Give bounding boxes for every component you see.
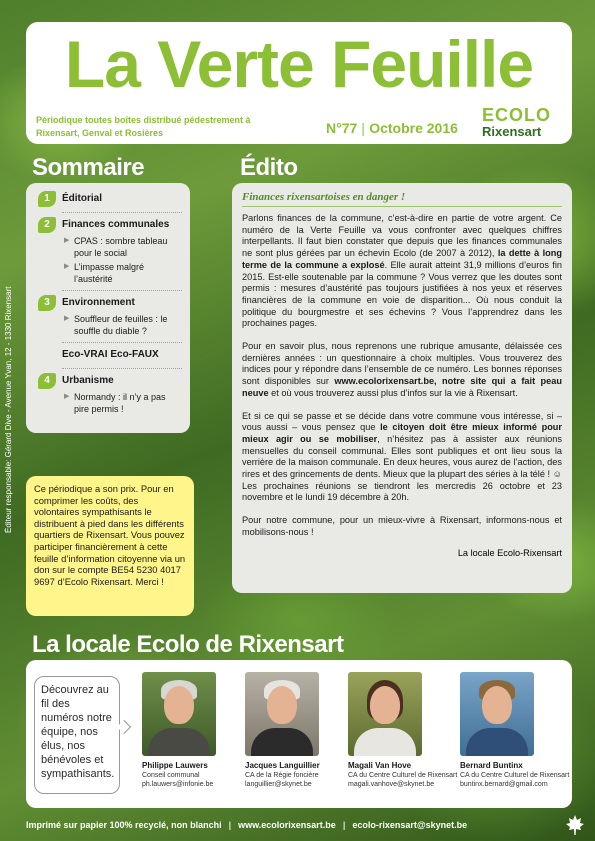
divider (62, 368, 182, 369)
member-role: CA du Centre Culturel de Rixensart (460, 772, 570, 779)
sommaire-item-title: Eco-VRAI Eco-FAUX (62, 349, 159, 360)
publisher-credit: Éditeur responsable: Gérard Dive - Avenue Yvan, 12 - 1330 Rixensart (4, 286, 13, 534)
team-member (245, 672, 357, 789)
footer-separator: | (228, 820, 232, 830)
footer-separator: | (342, 820, 346, 830)
team-panel (26, 660, 572, 808)
issue-info (326, 120, 458, 136)
member-name: Bernard Buntinx (460, 761, 523, 770)
issue-separator: | (361, 120, 366, 136)
team-intro-bubble: Découvrez au fil des numéros notre équipe, nos élus, nos bénévoles et sympathisants. (34, 676, 120, 794)
sommaire-item-title: Finances communales (62, 219, 170, 230)
member-role: CA de la Régie foncière (245, 772, 319, 779)
issue-date: Octobre 2016 (369, 120, 458, 136)
footer-website-link[interactable]: www.ecolorixensart.be (238, 820, 336, 830)
sommaire-item-title: Urbanisme (62, 375, 114, 386)
footer-email-link[interactable]: ecolo-rixensart@skynet.be (352, 820, 468, 830)
edito-paragraph: Pour notre commune, pour un mieux-vivre à Rixensart, informons-nous et mobilisons-nous ! (242, 515, 562, 537)
team-member (460, 672, 572, 789)
team-member (142, 672, 254, 789)
leaf-number-icon: 1 (38, 191, 56, 207)
member-role: CA du Centre Culturel de Rixensart (348, 772, 458, 779)
issue-number: N°77 (326, 120, 358, 136)
member-photo (460, 672, 534, 756)
member-role: Conseil communal (142, 772, 200, 779)
divider (62, 212, 182, 213)
sommaire-subitem: ▶ L’impasse malgré l’austérité (64, 262, 145, 284)
member-photo (142, 672, 216, 756)
sommaire-item[interactable] (34, 373, 182, 415)
footer (26, 820, 572, 830)
sommaire-subitem: ▶ CPAS : sombre tableau pour le social (64, 236, 168, 258)
member-photo (348, 672, 422, 756)
team-heading: La locale Ecolo de Rixensart (32, 631, 344, 658)
edito-heading: Édito (240, 154, 298, 181)
sommaire-item[interactable] (34, 191, 182, 207)
leaf-number-icon: 3 (38, 295, 56, 311)
member-email[interactable]: magali.vanhove@skynet.be (348, 781, 435, 788)
edito-paragraph: Pour en savoir plus, nous reprenons une rubrique amusante, délaissée ces dernières années : un questionnaire à choix multiples. Vous trouverez des indices pour y répondre dans l’ensemble de ce numéro. Les bonnes réponses sont disponibles sur www.ecolorixensart.be, notre site qui a fait peau neuve et où vous trouverez aussi plus d’infos sur la vie à Rixensart. (242, 341, 562, 398)
sommaire-panel (26, 183, 190, 433)
triangle-bullet-icon: ▶ (64, 393, 70, 400)
edito-paragraph: Parlons finances de la commune, c’est-à-dire en partie de votre argent. Ce numéro de la Verte Feuille va vous confronter avec quelques chiffres interpellants. Il faut bien constater que depuis que les finances communales ne sont plus gérées par un échevin Ecolo (de 2007 à 2012), la dette à long terme de la commune a explosé. Elle aurait atteint 31,9 millions d’euros fin 2015. Est-elle soutenable par la commune ? Vous verrez que les doutes sont permis : mesures d’austérité pas toujours justifiées à nos yeux et réserves financières de la commune en voie de disparition... Où nous conduit la politique du bourgmestre et ses échevins ? Vous l’apprendrez dans les prochaines pages. (242, 213, 562, 329)
member-name: Magali Van Hove (348, 761, 412, 770)
sommaire-item[interactable] (34, 217, 182, 285)
member-email[interactable]: buntinx.bernard@gmail.com (460, 781, 548, 788)
footer-paper-note: Imprimé sur papier 100% recyclé, non blanchi (26, 820, 222, 830)
triangle-bullet-icon: ▶ (64, 263, 70, 270)
sommaire-item-title: Éditorial (62, 193, 103, 204)
maple-leaf-icon (565, 814, 585, 836)
member-name: Philippe Lauwers (142, 761, 208, 770)
divider (242, 206, 562, 207)
sommaire-subitem: ▶ Souffleur de feuilles : le souffle du diable ? (64, 314, 168, 336)
site-link[interactable]: www.ecolorixensart.be, notre site qui a fait peau neuve (242, 376, 562, 398)
member-email[interactable]: languillier@skynet.be (245, 781, 312, 788)
team-member (348, 672, 460, 789)
sommaire-item[interactable] (34, 347, 182, 363)
ecolo-logo-word: ECOLO (482, 105, 552, 125)
leaf-number-icon: 2 (38, 217, 56, 233)
ecolo-logo (482, 106, 564, 140)
edito-paragraph: Et si ce qui se passe et se décide dans votre commune vous intéresse, si – vous aussi – vous pensez que le citoyen doit être mieux informé pour mieux agir ou se mobiliser, n’hésitez pas à assister aux réunions mensuelles du conseil communal. Elles sont publiques et ont lieu sous la verrière de la maison communale. En deux heures, vous aurez de l’action, des rires et des grincements de dents. Mieux que la plupart des séries à la télé ! ☺ Les prochaines réunions se tiendront les mercredis 26 octobre et 23 novembre et le lundi 19 décembre à 20h. (242, 410, 562, 503)
sommaire-item[interactable] (34, 295, 182, 337)
divider (62, 342, 182, 343)
leaf-number-icon: 4 (38, 373, 56, 389)
sommaire-subitem: ▶ Normandy : il n’y a pas pire permis ! (64, 392, 166, 414)
member-email[interactable]: ph.lauwers@infonie.be (142, 781, 214, 788)
member-photo (245, 672, 319, 756)
sommaire-item-title: Environnement (62, 297, 135, 308)
divider (62, 290, 182, 291)
masthead-card (26, 22, 572, 144)
triangle-bullet-icon: ▶ (64, 237, 70, 244)
sommaire-heading: Sommaire (32, 154, 145, 181)
masthead-title: La Verte Feuille (64, 27, 534, 101)
edito-signature: La locale Ecolo-Rixensart (457, 547, 562, 558)
edito-title: Finances rixensartoises en danger ! (242, 191, 406, 203)
triangle-bullet-icon: ▶ (64, 315, 70, 322)
donation-note: Ce périodique a son prix. Pour en comprimer les coûts, des volontaires sympathisants le distribuent à pied dans les différents quartiers de Rixensart. Vous pouvez participer financièrement à cette feuille d’information citoyenne via un don sur le compte BE54 5230 4017 9697 d’Ecolo Rixensart. Merci ! (26, 476, 194, 616)
ecolo-logo-town: Rixensart (482, 124, 542, 139)
edito-panel (232, 183, 572, 593)
masthead-subtitle: Périodique toutes boîtes distribué pédestrement à Rixensart, Genval et Rosières (36, 115, 251, 138)
member-name: Jacques Languillier (245, 761, 320, 770)
